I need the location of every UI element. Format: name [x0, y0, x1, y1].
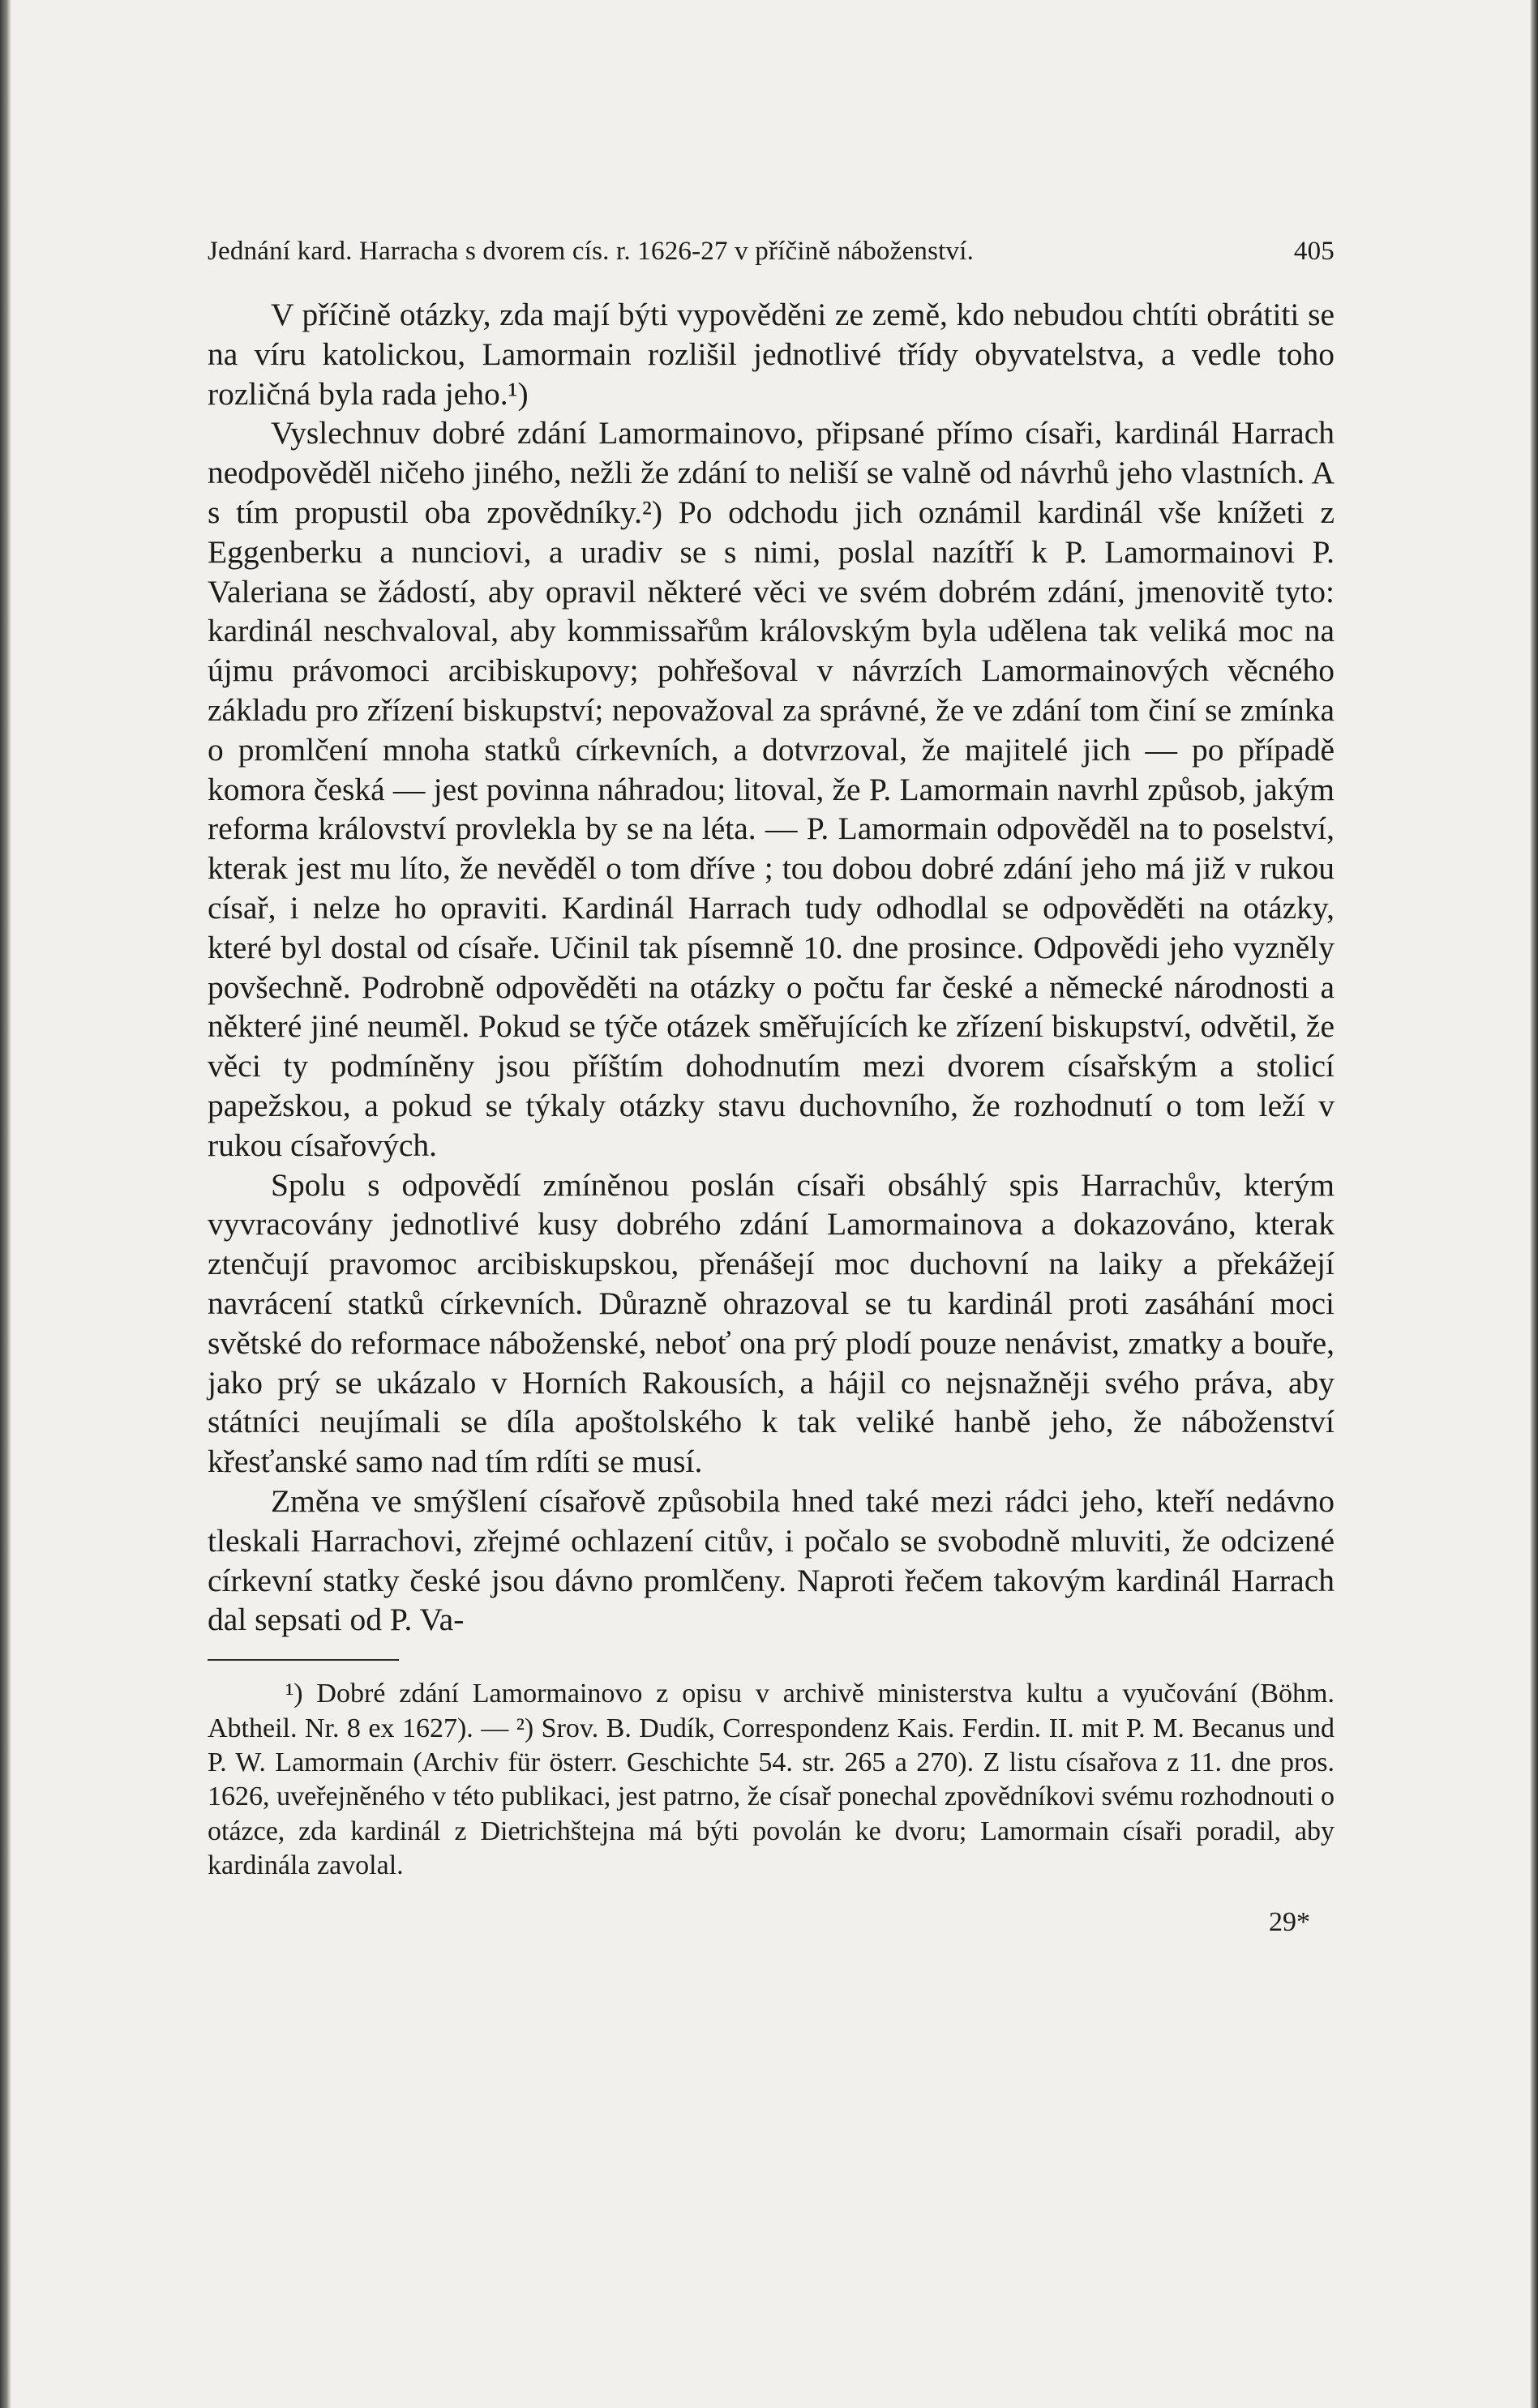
running-title: Jednání kard. Harracha s dvorem cís. r. 1626-27 v příčině náboženství.: [208, 237, 975, 266]
scan-left-edge: [0, 0, 11, 2408]
paragraph-1: V příčině otázky, zda mají býti vypověděni ze země, kdo nebudou chtíti obrátiti se na víru katolickou, Lamormain rozlišil jednotlivé třídy obyvatelstva, a vedle toho rozličná byla rada jeho.¹): [208, 297, 1335, 412]
footnotes: [208, 1677, 1335, 1883]
paragraph-2: Vyslechnuv dobré zdání Lamormainovo, připsané přímo císaři, kardinál Harrach neodpověděl ničeho jiného, nežli že zdání to neliší se valně od návrhů jeho vlastních. A s tím propustil oba zpovědníky.²) Po odchodu jich oznámil kardinál vše knížeti z Eggenberku a nunciovi, a uradiv se s nimi, poslal nazítří k P. Lamormainovi P. Valeriana se žádostí, aby opravil některé věci ve svém dobrém zdání, jmenovitě tyto: kardinál neschvaloval, aby kommissařům královským byla udělena tak veliká moc na újmu právomoci arcibiskupovy; pohřešoval v návrzích Lamormainových věcného základu pro zřízení biskupství; nepovažoval za správné, že ve zdání tom činí se zmínka o promlčení mnoha statků církevních, a dotvrzoval, že majitelé jich — po případě komora česká — jest povinna náhradou; litoval, že P. Lamormain navrhl způsob, jakým reforma království provlekla by se na léta. — P. Lamormain odpověděl na to poselství, kterak jest mu líto, že nevěděl o tom dříve ; tou dobou dobré zdání jeho má již v rukou císař, i nelze ho opraviti. Kardinál Harrach tudy odhodlal se odpověděti na otázky, které byl dostal od císaře. Učinil tak písemně 10. dne prosince. Odpovědi jeho vyzněly povšechně. Podrobně odpověděti na otázky o počtu far české a německé národnosti a některé jiné neuměl. Pokud se týče otázek směřujících ke zřízení biskupství, odvětil, že věci ty podmíněny jsou příštím dohodnutím mezi dvorem císařským a stolicí papežskou, a pokud se týkaly otázky stavu duchovního, že rozhodnutí o tom leží v rukou císařových.: [208, 415, 1335, 1163]
footnote-text: ¹) Dobré zdání Lamormainovo z opisu v archivě ministerstva kultu a vyučování (Böhm. Abtheil. Nr. 8 ex 1627). — ²) Srov. B. Dudík, Correspondenz Kais. Ferdin. II. mit P. M. Becanus und P. W. Lamormain (Archiv für österr. Geschichte 54. str. 265 a 270). Z listu císařova z 11. dne pros. 1626, uveřejněného v této publikaci, jest patrno, že císař ponechal zpovědníkovi svému rozhodnouti o otázce, zda kardinál z Dietrichštejna má býti povolán ke dvoru; Lamormain císaři poradil, aby kardinála zavolal.: [208, 1679, 1335, 1881]
page-number: 405: [1293, 237, 1335, 266]
paragraph-3: Spolu s odpovědí zmíněnou poslán císaři obsáhlý spis Harrachův, kterým vyvracovány jednotlivé kusy dobrého zdání Lamormainova a dokazováno, kterak ztenčují pravomoc arcibiskupskou, přenášejí moc duchovní na laiky a překážejí navrácení statků církevních. Důrazně ohrazoval se tu kardinál proti zasáhání moci světské do reformace náboženské, neboť ona prý plodí pouze nenávist, zmatky a bouře, jako prý se ukázalo v Horních Rakousích, a hájil co nejsnažněji svého práva, aby státníci neujímali se díla apoštolského k tak veliké hanbě jeho, že náboženství křesťanské samo nad tím rdíti se musí.: [208, 1166, 1335, 1480]
book-page: [208, 227, 1335, 1947]
footnote-rule: [208, 1659, 399, 1661]
body-text: [208, 295, 1335, 1640]
scan-right-edge: [1530, 0, 1538, 2408]
paragraph-4: Změna ve smýšlení císařově způsobila hned také mezi rádci jeho, kteří nedávno tleskali Harrachovi, zřejmé ochlazení citův, i počalo se svobodně mluviti, že odcizené církevní statky české jsou dávno promlčeny. Naproti řečem takovým kardinál Harrach dal sepsati od P. Va-: [208, 1482, 1335, 1638]
signature-mark: 29*: [1269, 1906, 1310, 1937]
running-head: [208, 227, 1335, 276]
